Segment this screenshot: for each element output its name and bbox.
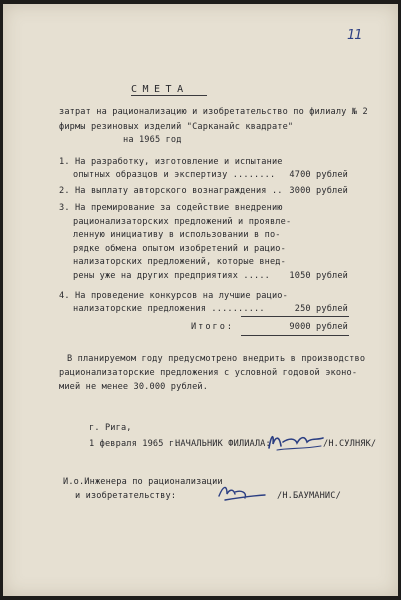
item-2-line-1: 2. На выплату авторского вознаграждения ..: [59, 186, 283, 196]
engineer-name: /Н.БАУМАНИС/: [277, 491, 341, 501]
item-1-amount: 4700 рублей: [289, 170, 348, 180]
item-3-line-4: рядке обмена опытом изобретений и рацио-: [73, 244, 286, 254]
item-3-line-5: нализаторских предложений, которые внед-: [73, 257, 286, 267]
item-4-amount: 250 рублей: [294, 304, 348, 314]
page-number: 11: [347, 28, 362, 43]
total-rule-top: [241, 316, 349, 317]
date: 1 февраля 1965 г.: [89, 439, 180, 449]
total-label: Итого:: [191, 322, 235, 332]
header-line-2: фирмы резиновых изделий "Сарканайс квадрате": [59, 122, 294, 132]
item-3-line-3: ленную инициативу в использовании в по-: [73, 230, 281, 240]
document-page: [3, 4, 398, 596]
closing-line-1: В планируемом году предусмотрено внедрить в производство: [67, 354, 366, 364]
item-3-line-1: 3. На премирование за содействие внедрению: [59, 203, 283, 213]
item-3-amount: 1050 рублей: [289, 271, 348, 281]
engineer-signature: [215, 480, 271, 504]
closing-line-2: рационализаторские предложения с условной годовой эконо-: [59, 368, 358, 378]
item-2-amount: 3000 рублей: [289, 186, 348, 196]
closing-line-3: мией не менее 30.000 рублей.: [59, 382, 209, 392]
item-3-line-6: рены уже на других предприятиях .....: [73, 271, 270, 281]
item-1-line-1: 1. На разработку, изготовление и испытание: [59, 157, 283, 167]
item-3-line-2: рационализаторских предложений и проявле-: [73, 217, 292, 227]
header-line-1: затрат на рационализацию и изобретательство по филиалу № 2: [59, 107, 368, 117]
document-title: СМЕТА: [131, 84, 189, 95]
engineer-title-line-1: И.о.Инженера по рационализации: [63, 477, 223, 487]
header-line-3: на 1965 год: [123, 135, 182, 145]
title-underline: [131, 95, 207, 96]
item-1-line-2: опытных образцов и экспертизу ........: [73, 170, 276, 180]
head-title: НАЧАЛЬНИК ФИЛИАЛА:: [175, 439, 271, 449]
head-name: /Н.СУЛНЯК/: [323, 439, 377, 449]
total-rule-bottom: [241, 335, 349, 336]
head-signature: [265, 428, 327, 454]
item-4-line-1: 4. На проведение конкурсов на лучшие рацио-: [59, 291, 288, 301]
city: г. Рига,: [89, 423, 132, 433]
total-amount: 9000 рублей: [289, 322, 348, 332]
engineer-title-line-2: и изобретательству:: [75, 491, 177, 501]
item-4-line-2: нализаторские предложения ..........: [73, 304, 265, 314]
